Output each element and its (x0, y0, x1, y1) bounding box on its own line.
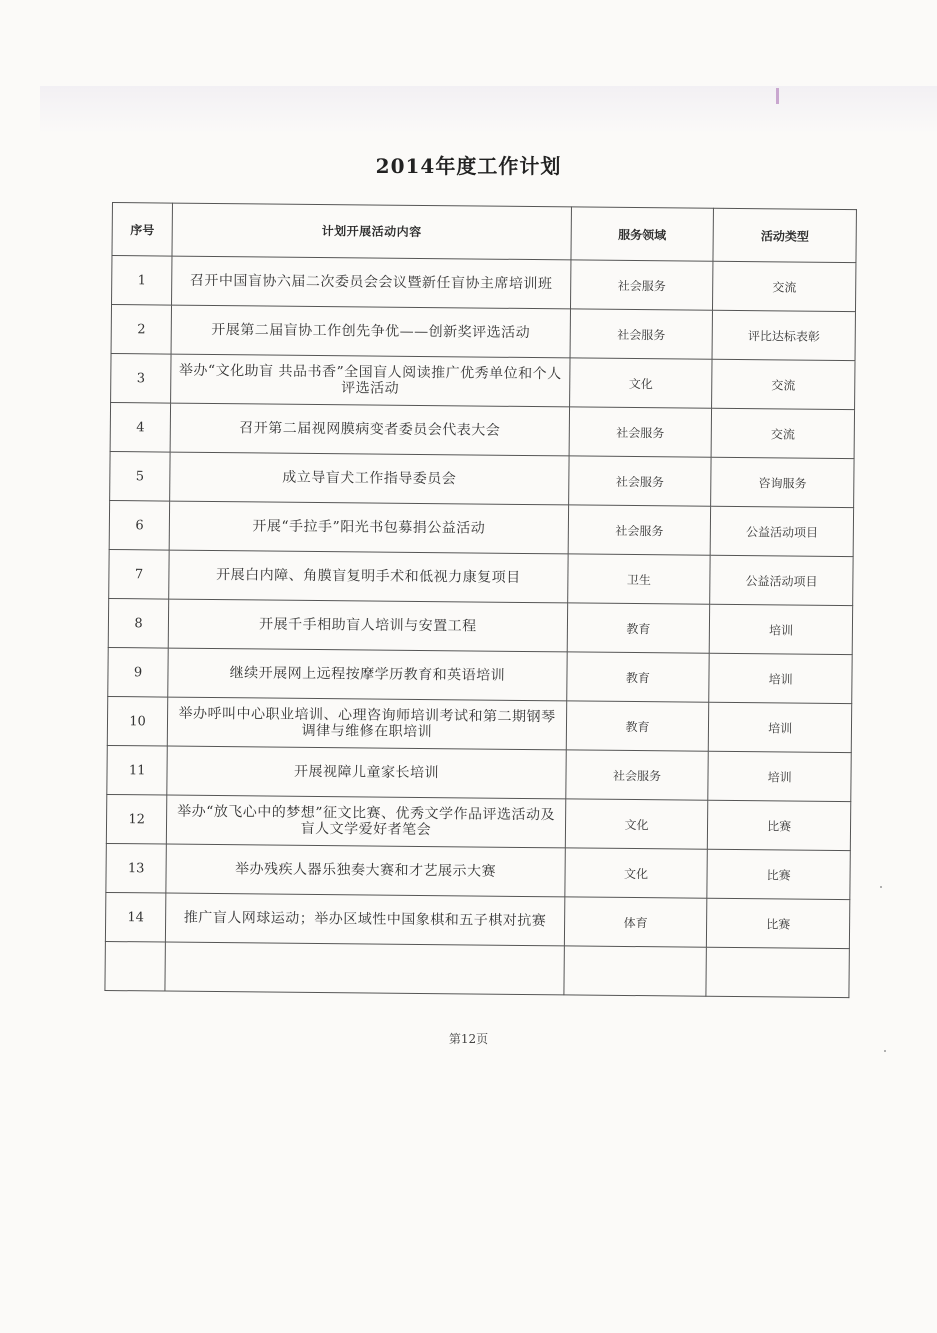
row-num: 1 (112, 256, 173, 306)
row-content-empty (165, 942, 564, 995)
row-type: 咨询服务 (711, 457, 854, 507)
row-content: 成立导盲犬工作指导委员会 (170, 452, 569, 505)
row-type: 交流 (713, 261, 856, 311)
row-type-empty (706, 947, 849, 997)
row-domain-empty (564, 946, 707, 996)
header-content: 计划开展活动内容 (172, 203, 571, 260)
row-num: 6 (109, 500, 170, 550)
row-domain: 社会服务 (570, 309, 713, 359)
row-type: 评比达标表彰 (712, 310, 855, 360)
header-type: 活动类型 (713, 208, 856, 262)
row-num: 14 (105, 892, 166, 942)
row-num: 9 (108, 647, 169, 697)
header-domain: 服务领域 (571, 207, 714, 261)
row-domain: 社会服务 (569, 407, 712, 457)
row-num: 4 (110, 402, 171, 452)
row-num: 8 (108, 598, 169, 648)
row-type: 培训 (709, 653, 852, 703)
work-plan-table (104, 202, 857, 998)
table-row (108, 598, 852, 654)
table-row (105, 892, 849, 948)
row-content: 开展千手相助盲人培训与安置工程 (168, 599, 567, 652)
row-content: 举办“文化助盲 共品书香”全国盲人阅读推广优秀单位和个人评选活动 (171, 354, 570, 407)
page-number: 第12页 (448, 1032, 489, 1046)
row-domain: 教育 (567, 603, 710, 653)
row-content: 推广盲人网球运动；举办区域性中国象棋和五子棋对抗赛 (166, 893, 565, 946)
row-content: 继续开展网上远程按摩学历教育和英语培训 (168, 648, 567, 701)
row-content: 举办“放飞心中的梦想”征文比赛、优秀文学作品评选活动及盲人文学爱好者笔会 (167, 795, 566, 848)
table-row (106, 794, 850, 850)
row-domain: 文化 (569, 358, 712, 408)
row-content: 召开中国盲协六届二次委员会会议暨新任盲协主席培训班 (172, 256, 571, 309)
row-num: 7 (109, 549, 170, 599)
table-row (110, 402, 854, 458)
row-content: 举办呼叫中心职业培训、心理咨询师培训考试和第二期钢琴调律与维修在职培训 (167, 697, 566, 750)
row-type: 培训 (710, 604, 853, 654)
row-type: 公益活动项目 (710, 506, 853, 556)
row-domain: 文化 (565, 799, 708, 849)
row-domain: 社会服务 (570, 260, 713, 310)
row-type: 交流 (712, 359, 855, 409)
page-title: 2014年度工作计划 (375, 154, 562, 178)
table-row (107, 745, 851, 801)
row-content: 开展视障儿童家长培训 (167, 746, 566, 799)
row-type: 交流 (711, 408, 854, 458)
scan-speck (884, 1050, 886, 1052)
row-num: 2 (111, 305, 172, 355)
row-num: 10 (107, 696, 168, 746)
row-type: 公益活动项目 (710, 555, 853, 605)
table-row (111, 305, 855, 361)
table-row (109, 500, 853, 556)
row-domain: 体育 (564, 897, 707, 947)
row-num: 5 (110, 451, 171, 501)
row-content: 开展白内障、角膜盲复明手术和低视力康复项目 (169, 550, 568, 603)
table-row (107, 696, 851, 752)
table-header-row (112, 203, 856, 263)
scan-artifact-mark (776, 88, 779, 104)
table-row-empty (105, 941, 849, 997)
table-row (106, 843, 850, 899)
table-row (109, 549, 853, 605)
table-row (111, 353, 855, 409)
row-domain: 卫生 (567, 554, 710, 604)
row-num-empty (105, 941, 166, 991)
row-type: 比赛 (708, 800, 851, 850)
row-type: 培训 (708, 751, 851, 801)
row-domain: 教育 (566, 701, 709, 751)
row-num: 12 (106, 794, 167, 844)
row-domain: 社会服务 (568, 456, 711, 506)
row-content: 开展第二届盲协工作创先争优——创新奖评选活动 (171, 305, 570, 358)
row-domain: 社会服务 (568, 505, 711, 555)
scan-shadow-band (40, 86, 937, 134)
table-row (112, 256, 856, 312)
row-num: 3 (111, 353, 172, 403)
row-type: 比赛 (707, 898, 850, 948)
row-content: 开展“手拉手”阳光书包募捐公益活动 (169, 501, 568, 554)
row-content: 召开第二届视网膜病变者委员会代表大会 (170, 403, 569, 456)
row-num: 13 (106, 843, 167, 893)
row-domain: 社会服务 (566, 750, 709, 800)
table-row (108, 647, 852, 703)
row-type: 比赛 (707, 849, 850, 899)
row-num: 11 (107, 745, 168, 795)
row-content: 举办残疾人器乐独奏大赛和才艺展示大赛 (166, 844, 565, 897)
row-domain: 文化 (565, 848, 708, 898)
header-num: 序号 (112, 203, 173, 257)
table-row (110, 451, 854, 507)
row-type: 培训 (709, 702, 852, 752)
row-domain: 教育 (566, 652, 709, 702)
scan-speck (880, 886, 882, 888)
